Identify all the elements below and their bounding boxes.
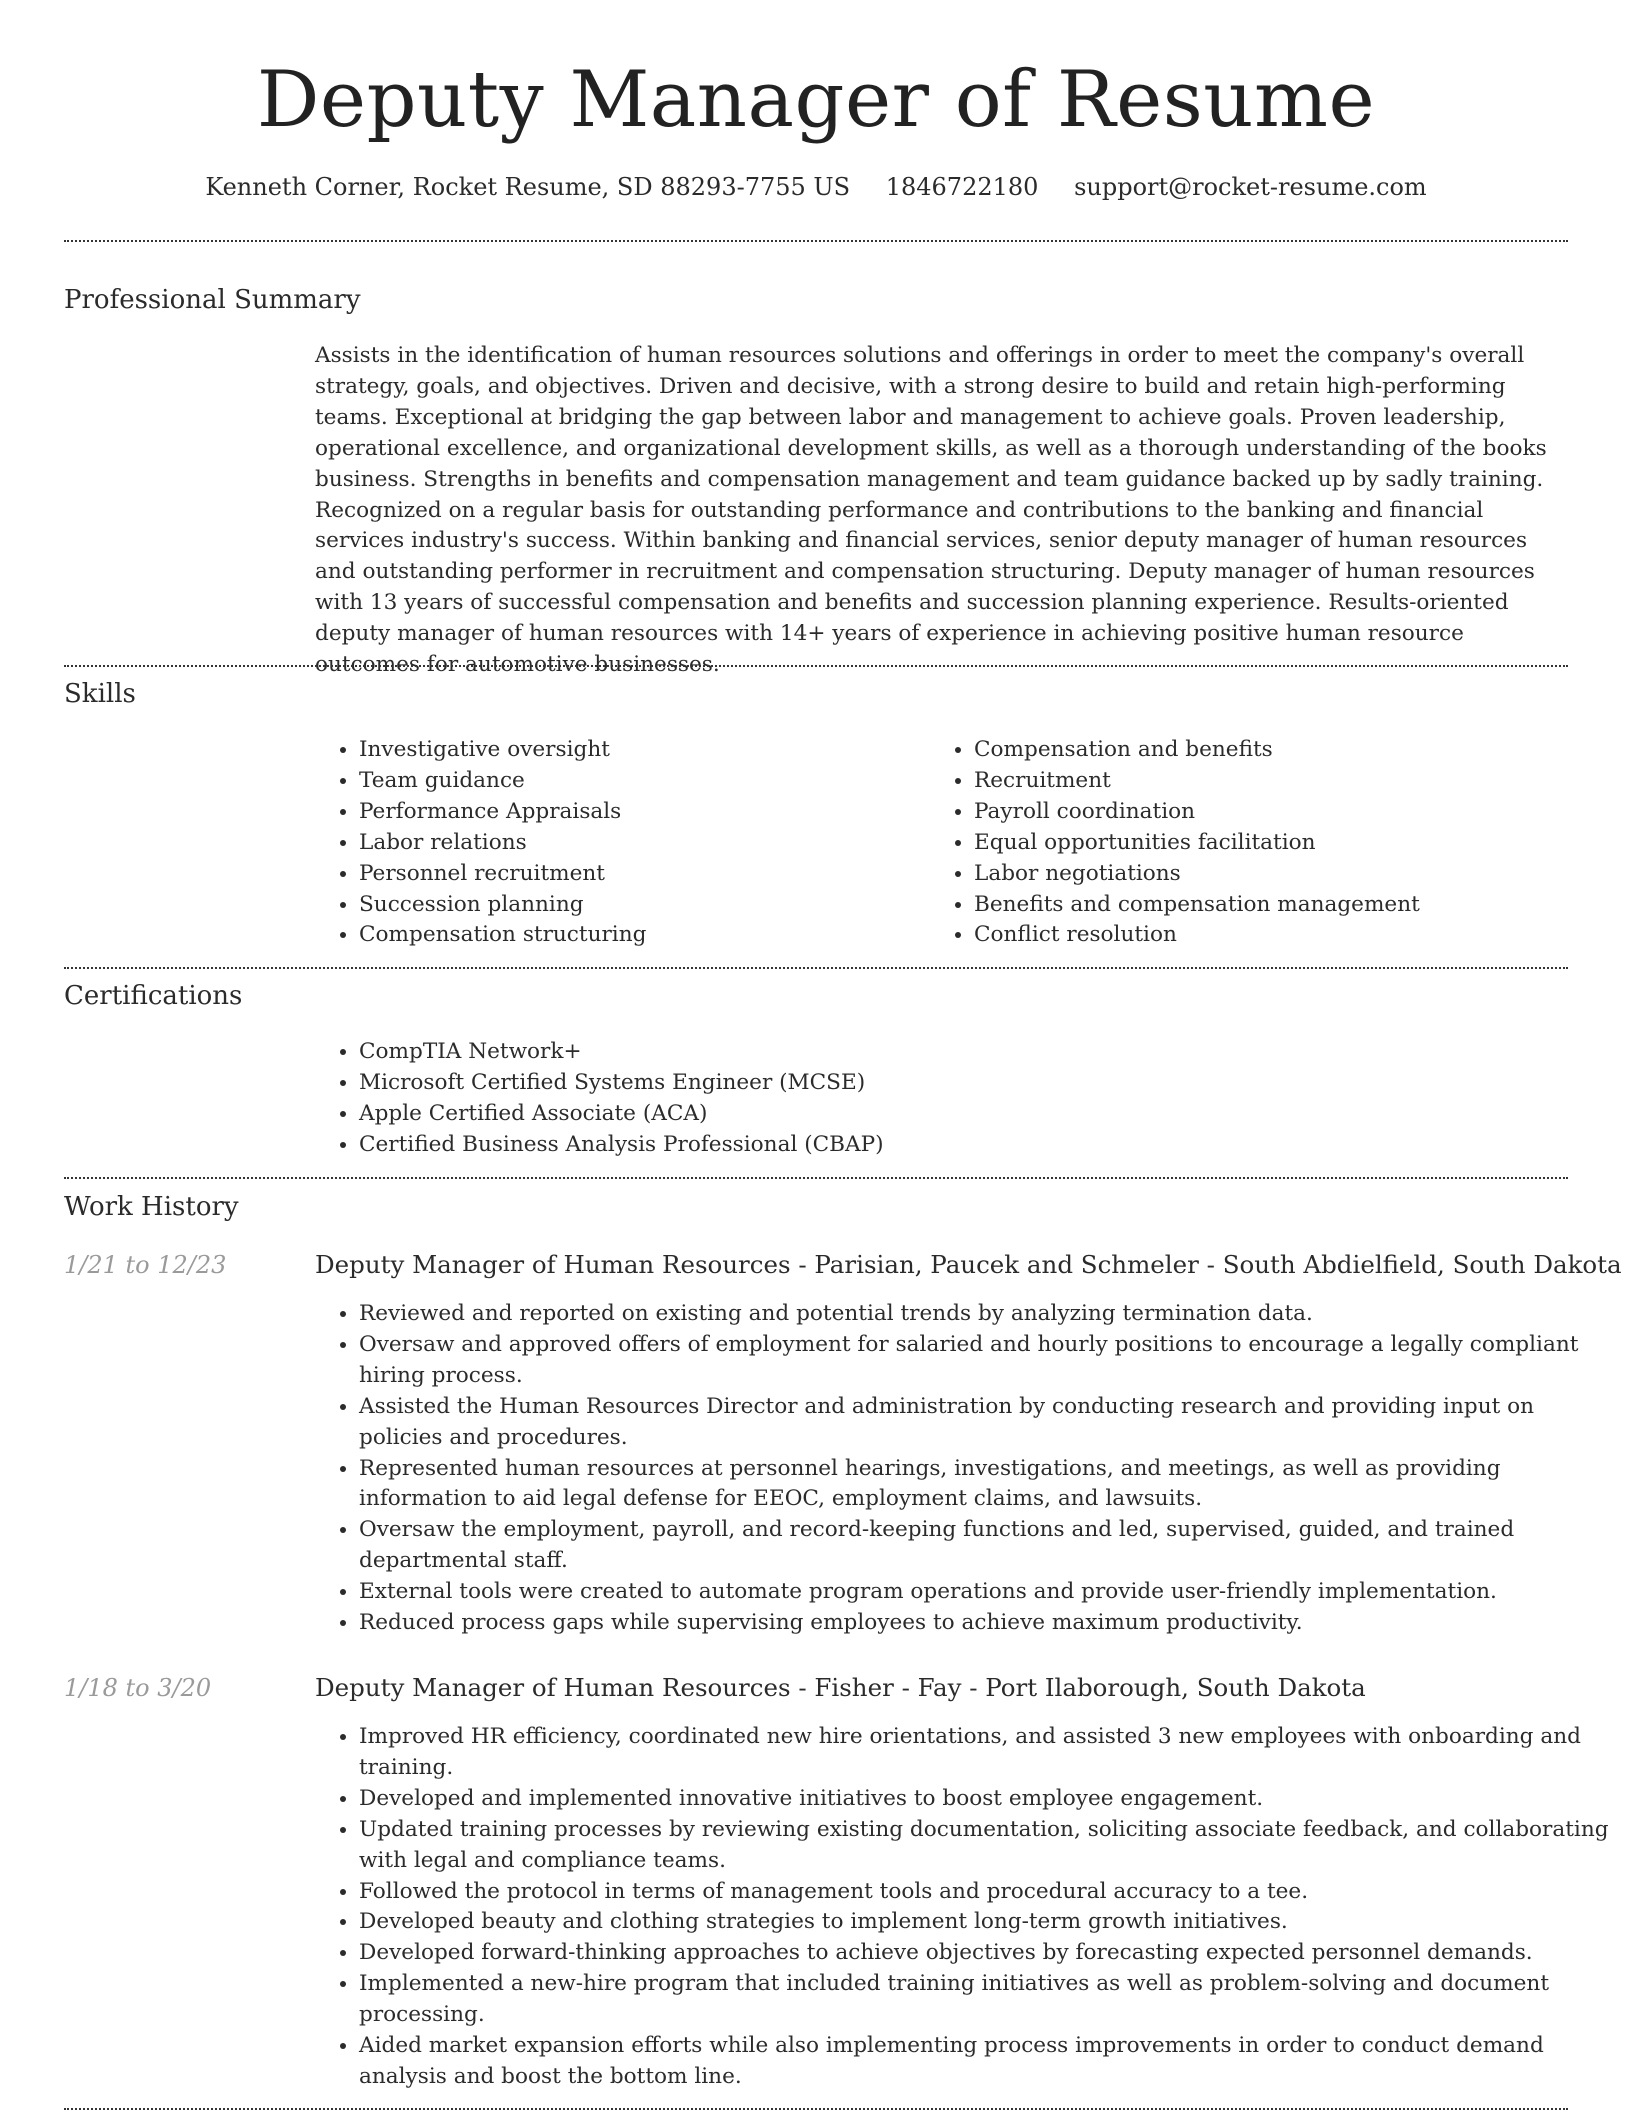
job-dates: 1/18 to 3/20: [64, 1674, 212, 1702]
certification-item: • Microsoft Certified Systems Engineer (MCSE): [359, 1068, 1259, 1099]
job-bullet: • External tools were created to automate program operations and provide user-friendly implementation.: [359, 1577, 1612, 1608]
job-bullet: • Developed and implemented innovative initiatives to boost employee engagement.: [359, 1784, 1612, 1815]
job-bullet: • Represented human resources at personnel hearings, investigations, and meetings, as well as providing information to aid legal defense for EEOC, employment claims, and lawsuits.: [359, 1454, 1612, 1516]
job-bullet: • Reduced process gaps while supervising employees to achieve maximum productivity.: [359, 1608, 1612, 1639]
skill-item: • Investigative oversight: [359, 735, 919, 766]
job-bullet: • Updated training processes by reviewing existing documentation, soliciting associate feedback, and collaborating with legal and compliance teams.: [359, 1815, 1612, 1877]
skill-item: • Equal opportunities facilitation: [974, 828, 1594, 859]
skills-list-left: [315, 735, 919, 951]
skill-item: • Team guidance: [359, 766, 919, 797]
work-history-heading: Work History: [64, 1192, 239, 1222]
skill-item: • Compensation and benefits: [974, 735, 1594, 766]
job-heading: Deputy Manager of Human Resources - Parisian, Paucek and Schmeler - South Abdielfield, South Dakota: [315, 1250, 1622, 1279]
section-divider: [64, 1177, 1568, 1179]
contact-email: support@rocket-resume.com: [1074, 173, 1427, 201]
section-divider: [64, 967, 1568, 969]
certification-item: • Certified Business Analysis Professional (CBAP): [359, 1130, 1259, 1161]
contact-line: [0, 170, 1632, 204]
job-bullet: • Oversaw the employment, payroll, and record-keeping functions and led, supervised, guided, and trained departmental staff.: [359, 1515, 1612, 1577]
certifications-list: [315, 1037, 1259, 1161]
skill-item: • Labor negotiations: [974, 859, 1594, 890]
contact-phone: 1846722180: [885, 173, 1039, 201]
job-bullet: • Followed the protocol in terms of management tools and procedural accuracy to a tee.: [359, 1877, 1612, 1908]
job-heading: Deputy Manager of Human Resources - Fisher - Fay - Port Ilaborough, South Dakota: [315, 1673, 1366, 1702]
skill-item: • Labor relations: [359, 828, 919, 859]
skills-heading: Skills: [64, 679, 136, 709]
skill-item: • Benefits and compensation management: [974, 890, 1594, 921]
section-divider: [64, 665, 1568, 667]
section-divider: [64, 240, 1568, 242]
job-bullet: • Aided market expansion efforts while also implementing process improvements in order to conduct demand analysis and boost the bottom line.: [359, 2031, 1612, 2093]
contact-address: Kenneth Corner, Rocket Resume, SD 88293-7755 US: [205, 173, 851, 201]
certifications-heading: Certifications: [64, 981, 243, 1011]
skill-item: • Compensation structuring: [359, 920, 919, 951]
job-bullet: • Reviewed and reported on existing and potential trends by analyzing termination data.: [359, 1299, 1612, 1330]
skill-item: • Succession planning: [359, 890, 919, 921]
summary-text: Assists in the identification of human resources solutions and offerings in order to meet the company's overall strategy, goals, and objectives. Driven and decisive, with a strong desire to build and retain high-performing teams. Exceptional at bridging the gap between labor and management to achieve goals. Proven leadership, operational excellence, and organizational development skills, as well as a thorough understanding of the books business. Strengths in benefits and compensation management and team guidance backed up by sadly training. Recognized on a regular basis for outstanding performance and contributions to the banking and financial services industry's success. Within banking and financial services, senior deputy manager of human resources and outstanding performer in recruitment and compensation structuring. Deputy manager of human resources with 13 years of successful compensation and benefits and succession planning experience. Results-oriented deputy manager of human resources with 14+ years of experience in achieving positive human resource outcomes for automotive businesses.: [315, 343, 1547, 678]
job-bullet: • Developed beauty and clothing strategies to implement long-term growth initiatives.: [359, 1907, 1612, 1938]
job-bullet-list: [315, 1299, 1612, 1639]
resume-title: Deputy Manager of Resume: [256, 55, 1376, 145]
skill-item: • Recruitment: [974, 766, 1594, 797]
job-bullet: • Developed forward-thinking approaches to achieve objectives by forecasting expected personnel demands.: [359, 1938, 1612, 1969]
section-divider: [64, 2108, 1568, 2110]
job-dates: 1/21 to 12/23: [64, 1251, 227, 1279]
job-bullet: • Assisted the Human Resources Director and administration by conducting research and providing input on policies and procedures.: [359, 1392, 1612, 1454]
skill-item: • Personnel recruitment: [359, 859, 919, 890]
skill-item: • Performance Appraisals: [359, 797, 919, 828]
job-bullet-list: [315, 1722, 1612, 2093]
certification-item: • Apple Certified Associate (ACA): [359, 1099, 1259, 1130]
certification-item: • CompTIA Network+: [359, 1037, 1259, 1068]
skill-item: • Conflict resolution: [974, 920, 1594, 951]
job-bullet: • Improved HR efficiency, coordinated new hire orientations, and assisted 3 new employees with onboarding and training.: [359, 1722, 1612, 1784]
skills-list-right: [930, 735, 1594, 951]
summary-heading: Professional Summary: [64, 285, 361, 315]
skill-item: • Payroll coordination: [974, 797, 1594, 828]
job-bullet: • Implemented a new-hire program that included training initiatives as well as problem-solving and document processing.: [359, 1969, 1612, 2031]
job-bullet: • Oversaw and approved offers of employment for salaried and hourly positions to encourage a legally compliant hiring process.: [359, 1330, 1612, 1392]
